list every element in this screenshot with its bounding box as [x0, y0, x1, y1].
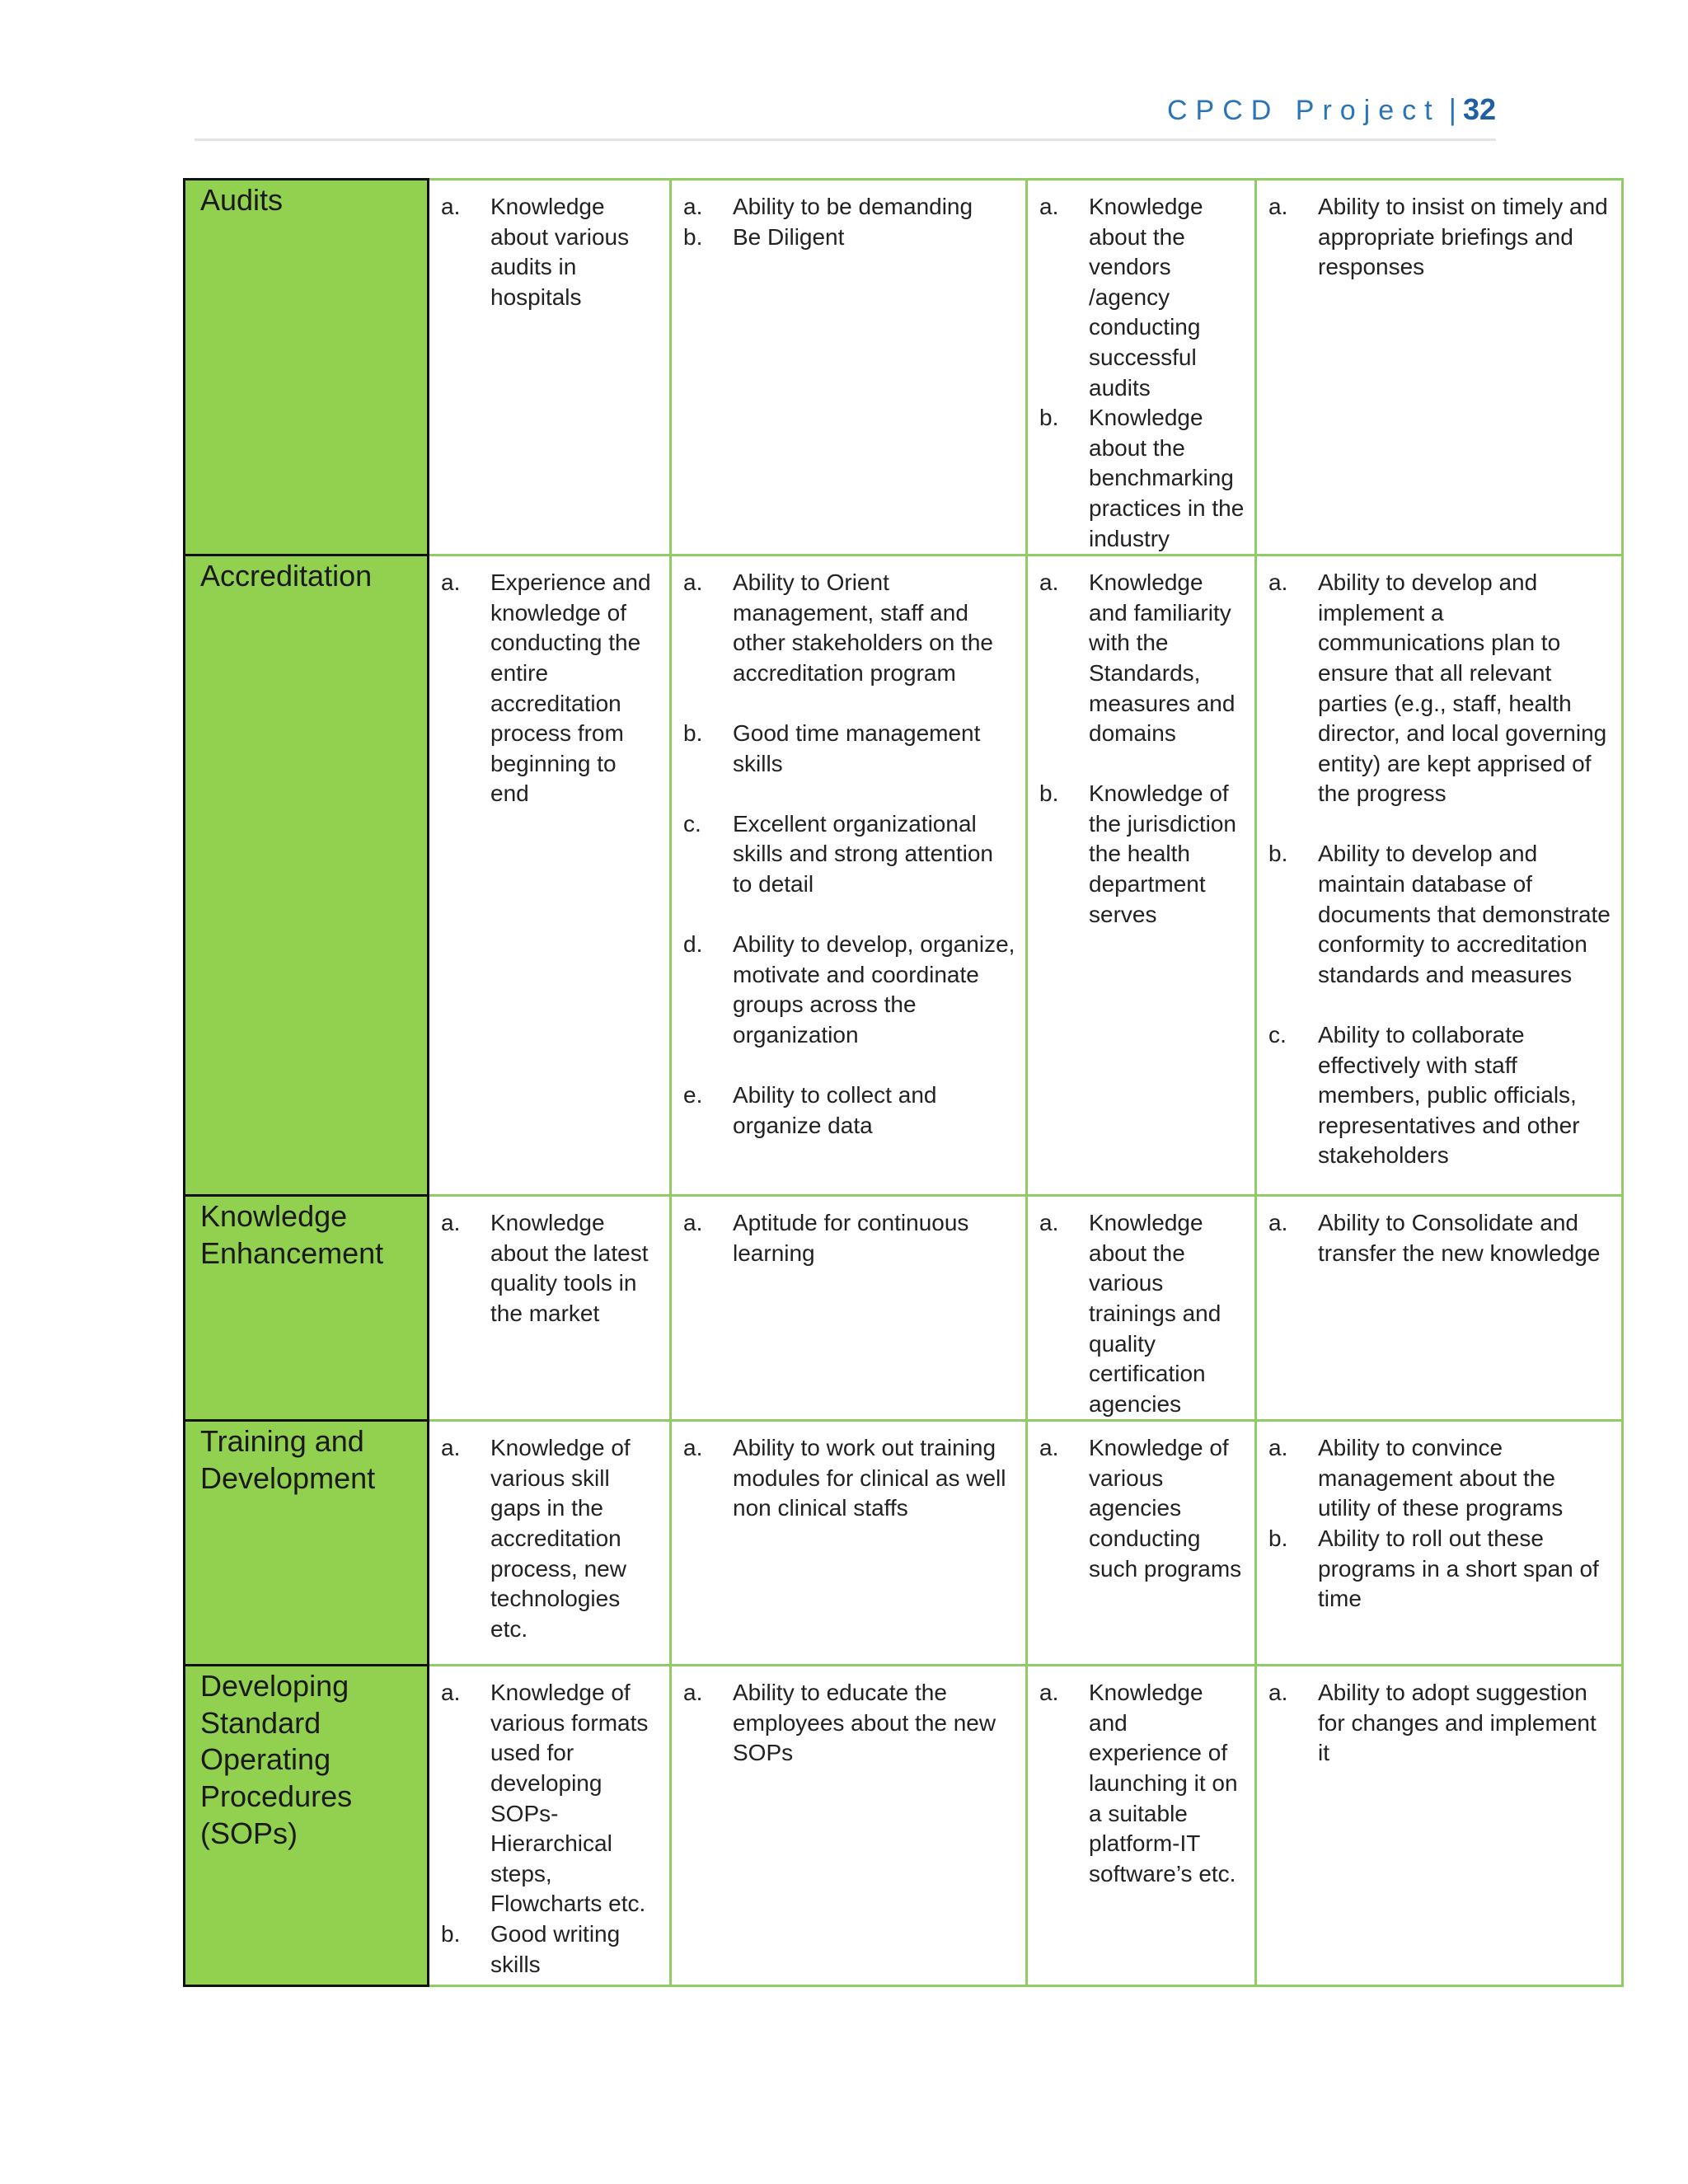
item-list — [1039, 1678, 1245, 1889]
item-marker: b. — [441, 1921, 461, 1947]
item-list — [683, 1678, 1015, 1769]
table-row — [185, 1421, 1623, 1666]
item-text: Ability to adopt suggestion for changes and implement it — [1318, 1680, 1597, 1766]
competency-cell — [1027, 180, 1256, 555]
list-item — [683, 192, 1015, 223]
competency-cell — [671, 1421, 1027, 1666]
item-text: Knowledge of the jurisdiction the health department serves — [1089, 780, 1236, 927]
competency-cell — [429, 1421, 671, 1666]
competency-cell — [429, 180, 671, 555]
item-text: Knowledge of various agencies conducting such programs — [1089, 1435, 1242, 1582]
item-text: Excellent organizational skills and strong attention to detail — [733, 810, 993, 898]
item-list — [683, 568, 1015, 1141]
list-item — [683, 719, 1015, 779]
item-marker: e. — [683, 1082, 703, 1108]
item-list — [1268, 568, 1611, 1171]
item-text: Ability to Orient management, staff and other stakeholders on the accreditation program — [733, 569, 993, 686]
item-list — [1268, 192, 1611, 283]
item-marker: a. — [683, 1210, 703, 1236]
category-cell: Developing Standard Operating Procedures (SOPs) — [185, 1666, 429, 1986]
item-text: Knowledge about the various trainings and quality certification agencies — [1089, 1210, 1221, 1417]
item-list — [683, 192, 1015, 252]
item-text: Ability to convince management about the utility of these programs — [1318, 1435, 1564, 1521]
competency-cell — [1256, 180, 1623, 555]
competency-cell — [1027, 1421, 1256, 1666]
competency-cell — [1256, 1666, 1623, 1986]
item-marker: d. — [683, 931, 703, 958]
list-item — [683, 809, 1015, 900]
category-cell: Training and Development — [185, 1421, 429, 1666]
list-item — [1039, 192, 1245, 403]
competency-cell — [671, 1666, 1027, 1986]
list-item — [1039, 1433, 1245, 1584]
item-list — [441, 1678, 659, 1980]
item-marker: b. — [1039, 780, 1059, 807]
item-list — [441, 568, 659, 809]
item-text: Ability to develop and implement a communications plan to ensure that all relevant parties (e.g., staff, health director, and local governing entity) are kept apprised of the progress — [1318, 569, 1607, 807]
item-list — [1039, 1433, 1245, 1584]
item-marker: b. — [683, 720, 703, 747]
item-list — [1039, 568, 1245, 930]
competency-cell — [671, 180, 1027, 555]
list-item — [1268, 1433, 1611, 1524]
item-list — [683, 1433, 1015, 1524]
item-marker: a. — [1039, 1680, 1059, 1706]
table-body — [185, 180, 1623, 1986]
item-marker: a. — [441, 1210, 461, 1236]
item-text: Ability to be demanding — [733, 194, 973, 219]
item-text: Good time management skills — [733, 720, 981, 776]
item-list — [1268, 1678, 1611, 1769]
item-list — [441, 192, 659, 312]
header-separator: | — [1448, 92, 1456, 126]
item-text: Knowledge of various formats used for developing SOPs- Hierarchical steps, Flowcharts etc. — [490, 1680, 649, 1917]
list-item — [441, 1919, 659, 1980]
item-text: Knowledge and experience of launching it on a suitable platform-IT software’s etc. — [1089, 1680, 1238, 1886]
competency-cell — [1256, 1196, 1623, 1421]
list-item — [1039, 1208, 1245, 1419]
item-text: Good writing skills — [490, 1921, 621, 1977]
item-marker: a. — [441, 1680, 461, 1706]
list-item — [441, 1208, 659, 1329]
item-marker: b. — [1268, 841, 1288, 867]
item-marker: a. — [1268, 1210, 1288, 1236]
item-marker: a. — [441, 194, 461, 219]
item-list — [441, 1433, 659, 1644]
table-row — [185, 555, 1623, 1196]
competency-cell — [1027, 555, 1256, 1196]
list-item — [1268, 1020, 1611, 1171]
competency-cell — [671, 1196, 1027, 1421]
item-marker: c. — [683, 810, 701, 837]
item-text: Knowledge about the latest quality tools in the market — [490, 1210, 649, 1326]
item-list — [1039, 192, 1245, 554]
item-text: Aptitude for continuous learning — [733, 1210, 969, 1266]
list-item — [441, 1678, 659, 1919]
item-marker: a. — [1268, 1680, 1288, 1706]
item-list — [1268, 1208, 1611, 1268]
list-item — [441, 568, 659, 809]
competency-cell — [1256, 555, 1623, 1196]
list-item — [1039, 779, 1245, 930]
item-marker: b. — [1039, 405, 1059, 431]
list-item — [1039, 1678, 1245, 1889]
header-title: CPCD Project — [1166, 95, 1441, 126]
list-item — [1268, 1524, 1611, 1615]
item-marker: a. — [1268, 569, 1288, 596]
list-item — [683, 1208, 1015, 1268]
item-marker: a. — [1039, 569, 1059, 596]
list-item — [1268, 568, 1611, 809]
list-item — [1268, 192, 1611, 283]
category-cell: Audits — [185, 180, 429, 555]
competency-cell — [429, 1196, 671, 1421]
item-text: Ability to collaborate effectively with staff members, public officials, representatives and other stakeholders — [1318, 1022, 1580, 1169]
item-list — [441, 1208, 659, 1329]
list-item — [683, 1080, 1015, 1141]
competency-cell — [1027, 1666, 1256, 1986]
item-marker: a. — [683, 1680, 703, 1706]
list-item — [1268, 1678, 1611, 1769]
category-cell: Accreditation — [185, 555, 429, 1196]
item-list — [1039, 1208, 1245, 1419]
item-marker: a. — [441, 1435, 461, 1461]
list-item — [683, 223, 1015, 253]
competency-cell — [1256, 1421, 1623, 1666]
item-text: Knowledge of various skill gaps in the accreditation process, new technologies etc. — [490, 1435, 631, 1642]
item-text: Ability to Consolidate and transfer the new knowledge — [1318, 1210, 1601, 1266]
item-marker: a. — [1268, 194, 1288, 219]
competency-cell — [671, 555, 1027, 1196]
item-marker: a. — [1039, 1210, 1059, 1236]
item-text: Knowledge about various audits in hospitals — [490, 194, 630, 310]
list-item — [683, 1678, 1015, 1769]
item-text: Ability to educate the employees about the new SOPs — [733, 1680, 996, 1766]
item-text: Knowledge about the vendors /agency conducting successful audits — [1089, 194, 1203, 401]
competency-cell — [429, 1666, 671, 1986]
list-item — [441, 192, 659, 312]
list-item — [1268, 1208, 1611, 1268]
list-item — [1039, 568, 1245, 749]
competency-cell — [429, 555, 671, 1196]
item-text: Experience and knowledge of conducting the entire accreditation process from beginning to end — [490, 569, 651, 807]
table-row — [185, 1196, 1623, 1421]
item-text: Knowledge and familiarity with the Standards, measures and domains — [1089, 569, 1236, 747]
item-text: Ability to work out training modules for clinical as well non clinical staffs — [733, 1435, 1006, 1521]
category-cell: Knowledge Enhancement — [185, 1196, 429, 1421]
item-marker: a. — [683, 569, 703, 596]
item-text: Ability to collect and organize data — [733, 1082, 937, 1138]
item-text: Be Diligent — [733, 223, 845, 250]
item-list — [1268, 1433, 1611, 1615]
item-text: Ability to develop and maintain database of documents that demonstrate conformity to accreditation standards and measures — [1318, 841, 1611, 987]
item-text: Knowledge about the benchmarking practices in the industry — [1089, 405, 1245, 551]
item-marker: a. — [1039, 1435, 1059, 1461]
item-marker: a. — [1268, 1435, 1288, 1461]
page-header — [195, 92, 1496, 141]
item-marker: a. — [683, 194, 703, 219]
competency-cell — [1027, 1196, 1256, 1421]
item-text: Ability to insist on timely and appropriate briefings and responses — [1318, 194, 1608, 280]
competency-table — [183, 178, 1624, 1987]
list-item — [1039, 403, 1245, 554]
item-marker: b. — [1268, 1526, 1288, 1552]
item-marker: b. — [683, 223, 703, 250]
list-item — [683, 930, 1015, 1050]
item-marker: a. — [441, 569, 461, 596]
item-list — [683, 1208, 1015, 1268]
list-item — [441, 1433, 659, 1644]
list-item — [683, 568, 1015, 688]
item-marker: a. — [1039, 194, 1059, 219]
item-text: Ability to roll out these programs in a short span of time — [1318, 1526, 1599, 1612]
page-number: 32 — [1462, 92, 1496, 126]
table-row — [185, 180, 1623, 555]
item-text: Ability to develop, organize, motivate and coordinate groups across the organization — [733, 931, 1015, 1048]
list-item — [683, 1433, 1015, 1524]
item-marker: a. — [683, 1435, 703, 1461]
table-row — [185, 1666, 1623, 1986]
item-marker: c. — [1268, 1022, 1287, 1048]
list-item — [1268, 839, 1611, 990]
